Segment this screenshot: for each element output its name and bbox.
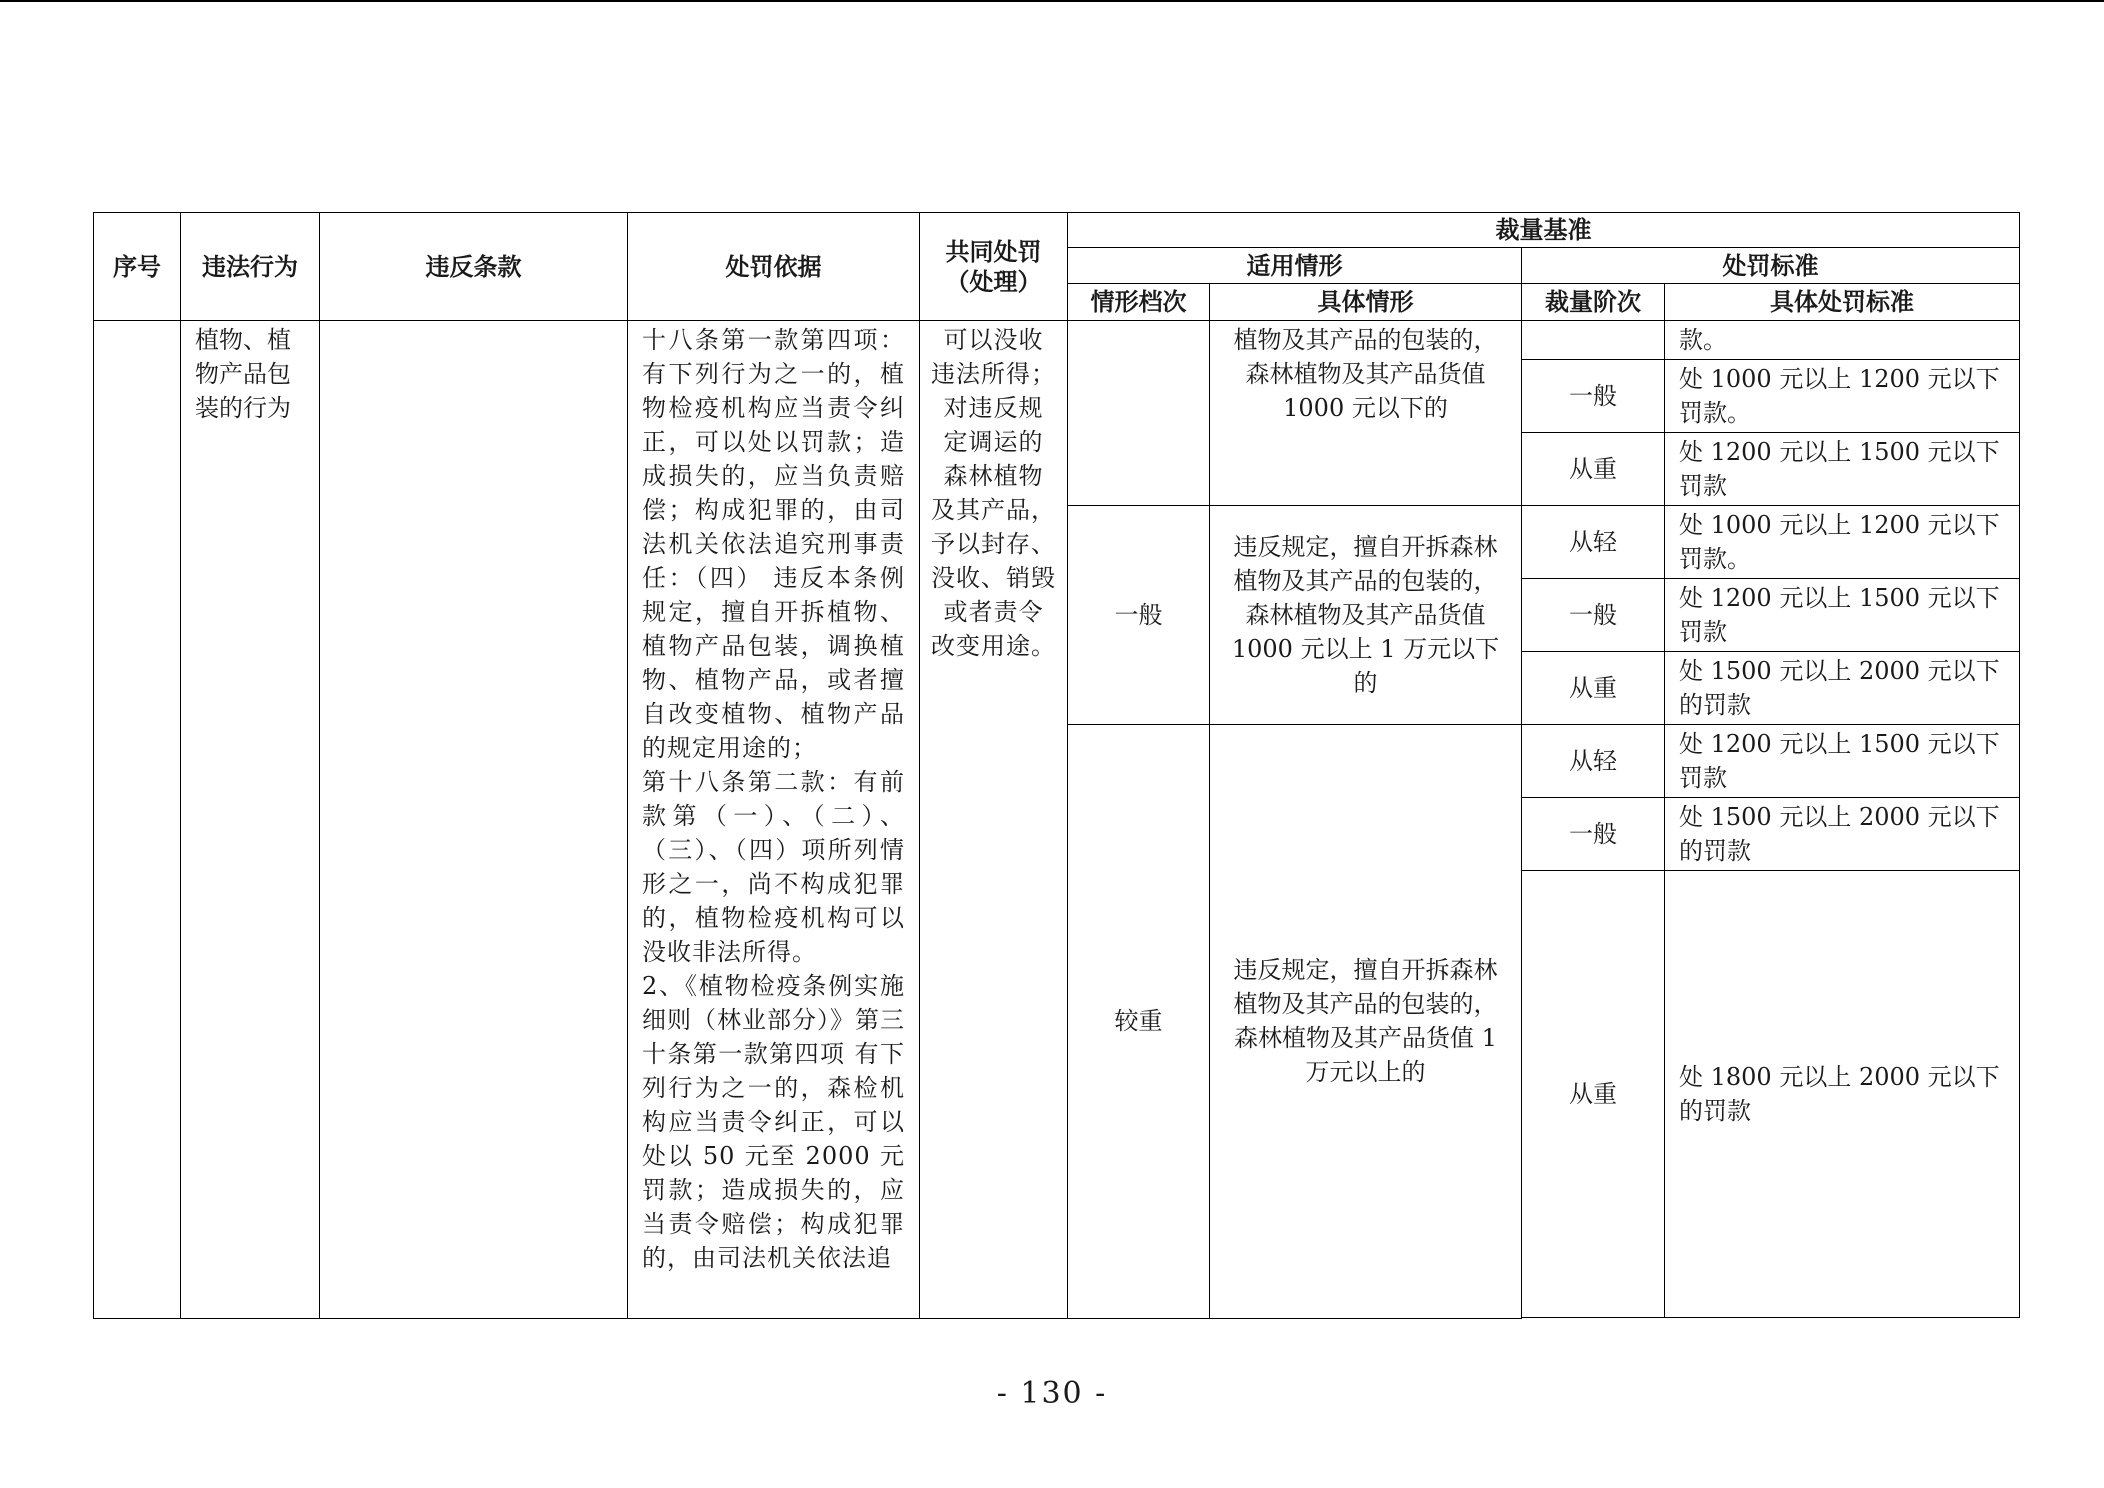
standard-text: 处 1500 元以上 2000 元以下 的罚款	[1679, 803, 2000, 865]
cell-act	[181, 321, 320, 1319]
standard-cell-8	[1665, 798, 2020, 871]
act-text: 植物、植 物产品包 装的行为	[195, 326, 291, 422]
degree-cell-4	[1522, 506, 1665, 579]
standard-cell-3	[1665, 433, 2020, 506]
standard-text: 处 1200 元以上 1500 元以下 罚款	[1679, 584, 2000, 646]
level-cell-3	[1068, 725, 1210, 1319]
standard-text: 款。	[1679, 326, 1727, 354]
standard-text: 处 1800 元以上 2000 元以下 的罚款	[1679, 1063, 2000, 1125]
standard-text: 处 1500 元以上 2000 元以下 的罚款	[1679, 657, 2000, 719]
level-cell-1	[1068, 321, 1210, 506]
situation-text: 违反规定，擅自开拆森林 植物及其产品的包装的， 森林植物及其产品货值 1 万元以上的	[1233, 956, 1498, 1087]
standard-cell-4	[1665, 506, 2020, 579]
standard-text: 处 1200 元以上 1500 元以下 罚款	[1679, 438, 2000, 500]
degree-text: 从轻	[1569, 528, 1617, 556]
joint-text: 可以没收 违法所得； 对违反规 定调运的 森林植物 及其产品， 予以封存、 没收、销毁 或者责令 改变用途。	[931, 326, 1056, 660]
degree-cell-2	[1522, 360, 1665, 433]
situation-text: 违反规定，擅自开拆森林 植物及其产品的包装的， 森林植物及其产品货值 1000 元以上 1 万元以下 的	[1231, 533, 1500, 697]
degree-text: 从重	[1569, 1080, 1617, 1108]
degree-text: 从重	[1569, 455, 1617, 483]
degree-cell-3	[1522, 433, 1665, 506]
standard-text: 处 1000 元以上 1200 元以下 罚款。	[1679, 511, 2000, 573]
header-degree: 裁量阶次	[1522, 284, 1665, 321]
cell-clause	[320, 321, 628, 1319]
degree-text: 从轻	[1569, 747, 1617, 775]
standard-cell-5	[1665, 579, 2020, 652]
level-cell-2	[1068, 506, 1210, 725]
header-penalty-standard: 处罚标准	[1522, 248, 2020, 284]
standard-cell-2	[1665, 360, 2020, 433]
standard-text: 处 1200 元以上 1500 元以下 罚款	[1679, 730, 2000, 792]
header-seq: 序号	[94, 213, 181, 321]
header-clause: 违反条款	[320, 213, 628, 321]
cell-joint	[920, 321, 1068, 1319]
header-standard: 裁量基准	[1068, 213, 2020, 248]
degree-text: 一般	[1569, 382, 1617, 410]
level-name: 较重	[1114, 1007, 1163, 1036]
standard-cell-6	[1665, 652, 2020, 725]
degree-text: 从重	[1569, 674, 1617, 702]
level-name: 一般	[1114, 601, 1163, 629]
degree-cell-6	[1522, 652, 1665, 725]
header-joint: 共同处罚 （处理）	[920, 213, 1068, 321]
standard-cell-7	[1665, 725, 2020, 798]
situation-cell-1	[1210, 321, 1522, 506]
header-level: 情形档次	[1068, 284, 1210, 321]
page-number: - 130 -	[996, 1376, 1108, 1411]
degree-cell-5	[1522, 579, 1665, 652]
degree-cell-8	[1522, 798, 1665, 871]
degree-text	[1522, 338, 1664, 342]
degree-text: 一般	[1569, 601, 1617, 629]
top-rule	[0, 0, 2104, 2]
standard-cell-1	[1665, 321, 2020, 360]
situation-cell-3	[1210, 725, 1522, 1319]
header-specific-standard: 具体处罚标准	[1665, 284, 2020, 321]
degree-cell-9	[1522, 871, 1665, 1318]
header-basis: 处罚依据	[628, 213, 920, 321]
cell-basis	[628, 321, 920, 1319]
standard-cell-9	[1665, 871, 2020, 1318]
standard-text: 处 1000 元以上 1200 元以下 罚款。	[1679, 365, 2000, 427]
clause-text	[320, 321, 627, 325]
level-name	[1068, 411, 1209, 415]
degree-cell-1	[1522, 321, 1665, 360]
header-act: 违法行为	[181, 213, 320, 321]
degree-cell-7	[1522, 725, 1665, 798]
cell-seq	[94, 321, 181, 1319]
header-situation: 具体情形	[1210, 284, 1522, 321]
basis-text: 十八条第一款第四项：有下列行为之一的，植物检疫机构应当责令纠正，可以处以罚款；造成损失的，应当负责赔偿；构成犯罪的，由司法机关依法追究刑事责任：（四） 违反本条例规定，擅自开拆植物、植物产品包装，调换植物、植物产品，或者擅自改变植物、植物产品的规定用途的； 第十八条第二款：有前款第（一）、（二）、（三）、（四）项所列情形之一，尚不构成犯罪的，植物检疫机构可以没收非法所得。 2、《植物检疫条例实施细则（林业部分）》第三十条第一款第四项 有下列行为之一的，森检机构应当责令纠正，可以处以 50 元至 2000 元罚款；造成损失的，应当责令赔偿；构成犯罪的，由司法机关依法追	[642, 326, 905, 1272]
seq-text	[94, 321, 180, 325]
situation-text: 植物及其产品的包装的， 森林植物及其产品货值 1000 元以下的	[1233, 326, 1498, 422]
degree-text: 一般	[1569, 820, 1617, 848]
penalty-discretion-table	[93, 212, 2020, 1319]
header-applicable: 适用情形	[1068, 248, 1522, 284]
situation-cell-2	[1210, 506, 1522, 725]
